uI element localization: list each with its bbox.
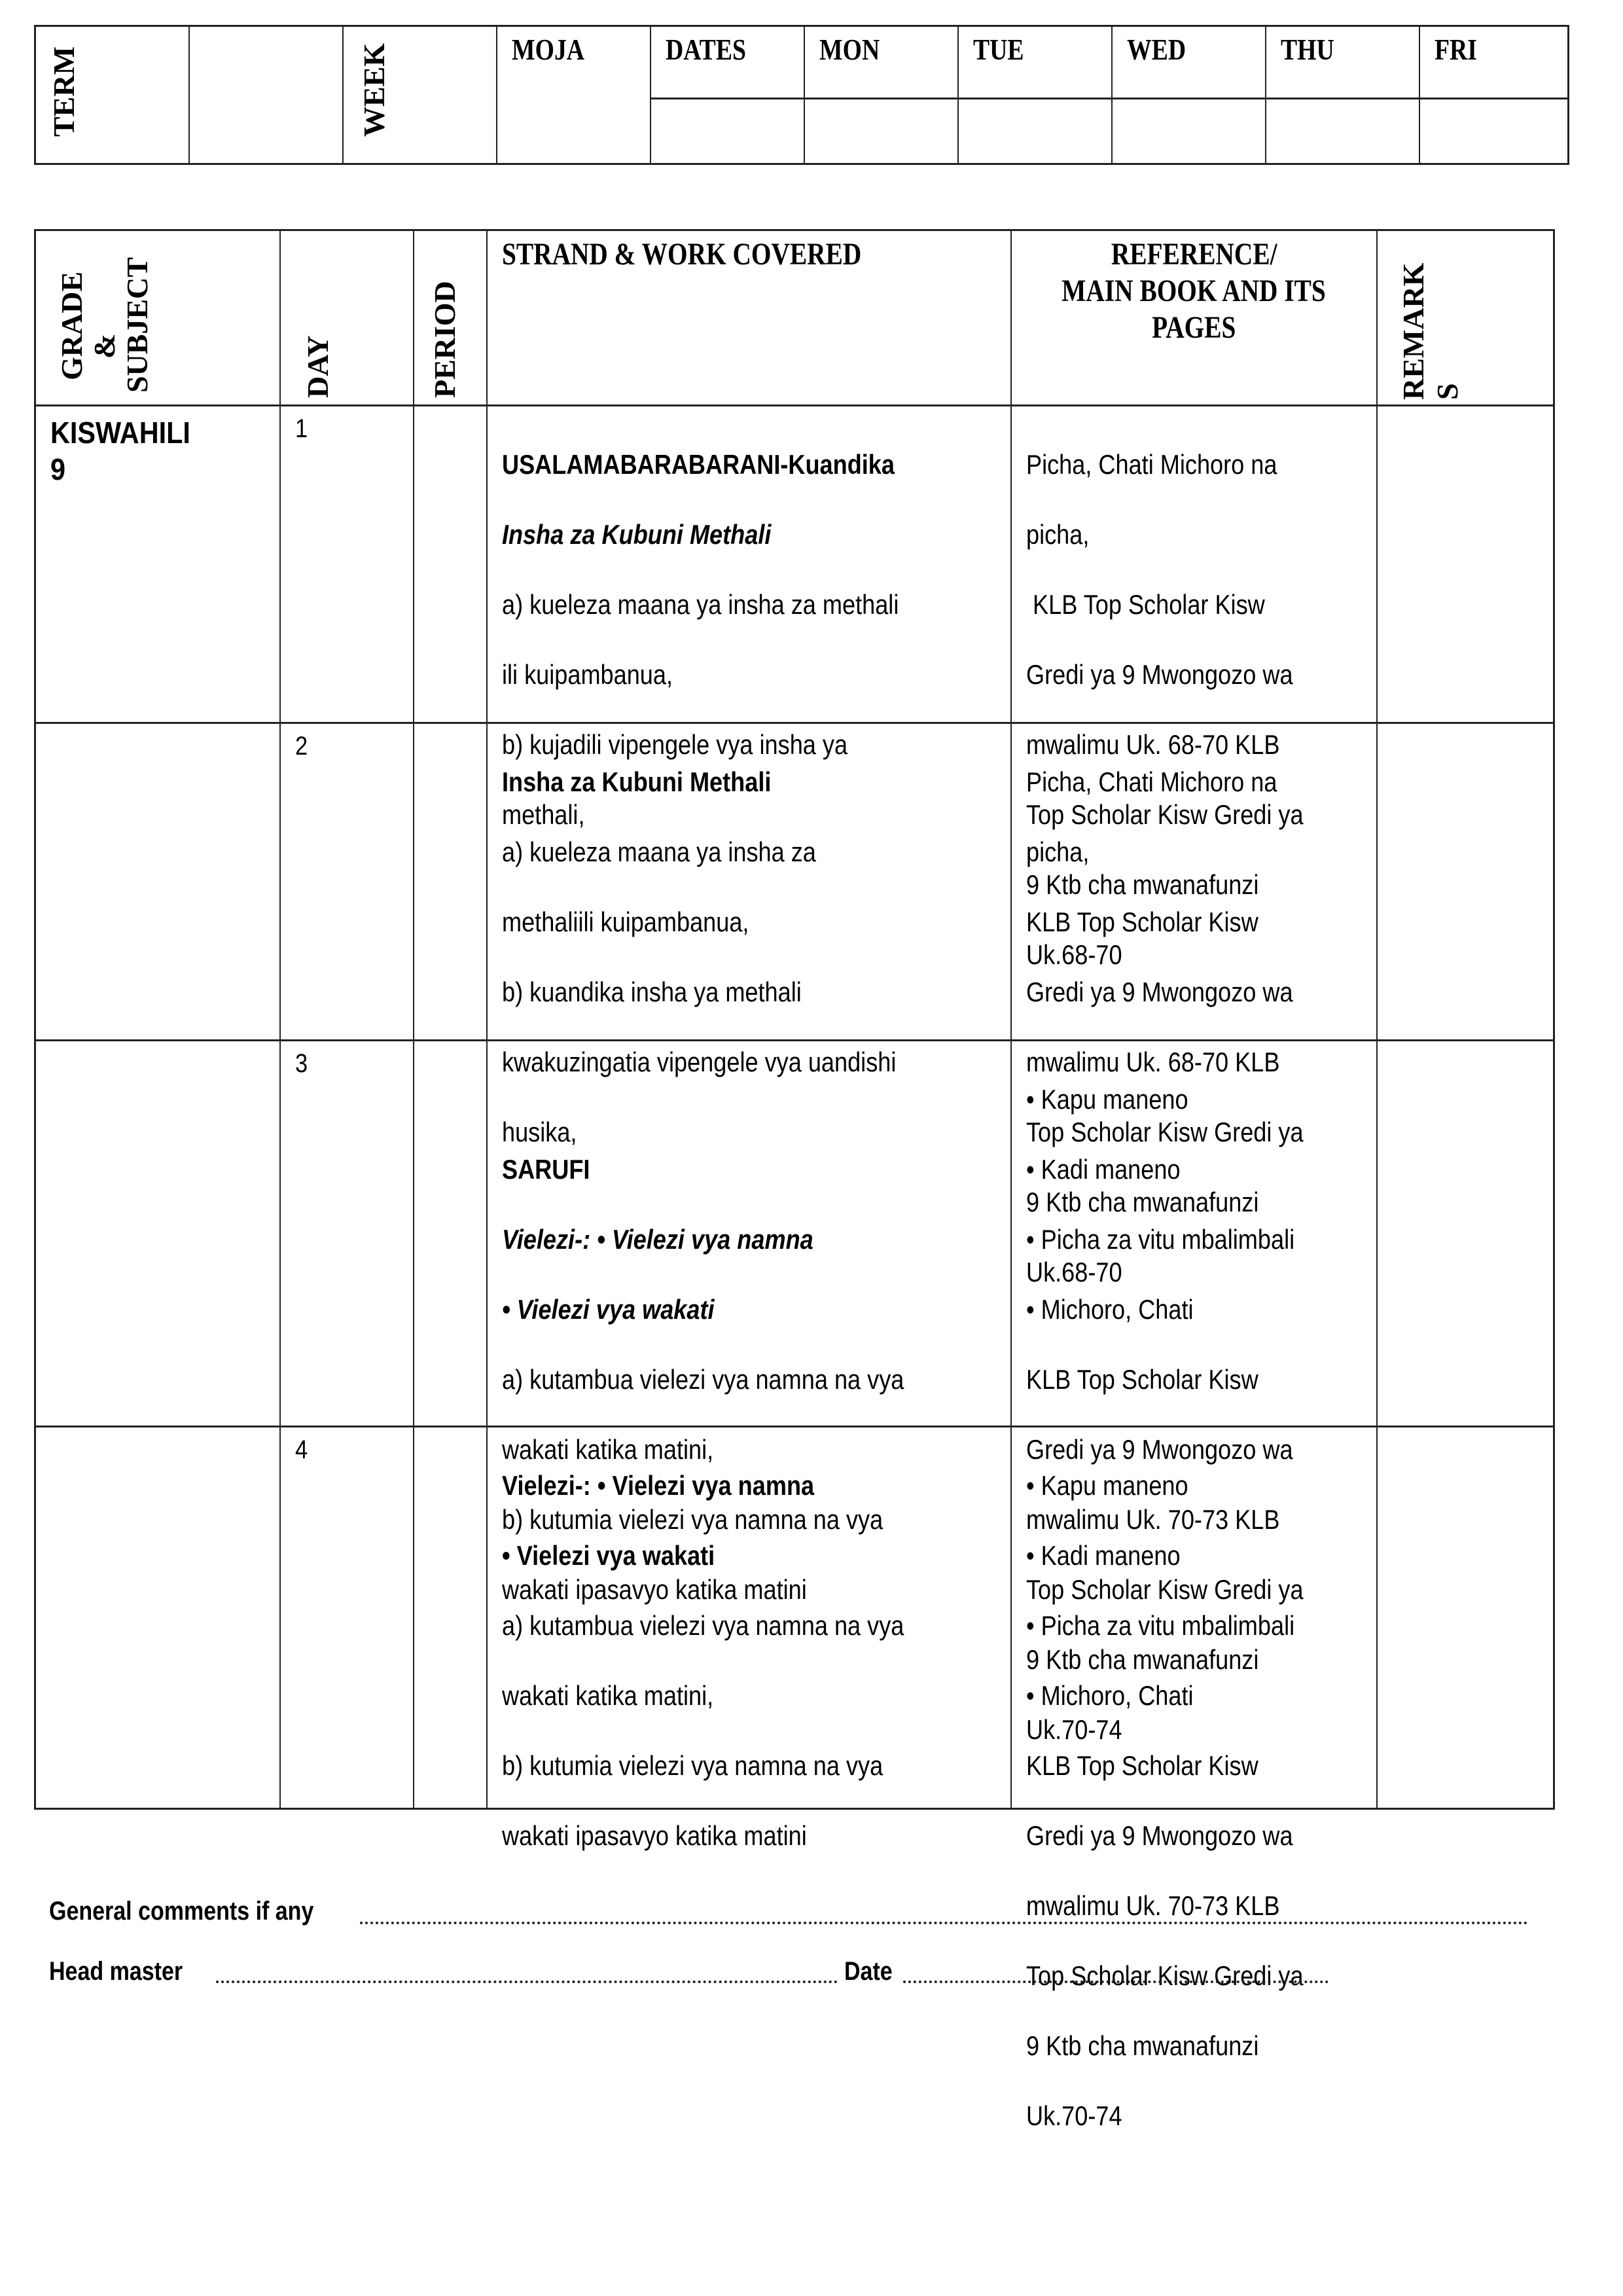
strand-line: wakati katika matini, xyxy=(502,1433,714,1465)
headmaster-row xyxy=(49,1957,206,1986)
strand-line: Insha za Kubuni Methali xyxy=(502,766,772,797)
header-reference-line3: PAGES xyxy=(1152,310,1236,345)
reference-line: KLB Top Scholar Kisw xyxy=(1026,906,1258,937)
reference-line: 9 Ktb cha mwanafunzi xyxy=(1026,869,1259,900)
strand-line: ili kuipambanua, xyxy=(502,658,673,690)
reference-line: KLB Top Scholar Kisw xyxy=(1026,1749,1258,1781)
strand-line: SARUFI xyxy=(502,1153,590,1185)
strand-line: a) kutambua vielezi vya namna na vya xyxy=(502,1609,904,1641)
reference-line: Top Scholar Kisw Gredi ya xyxy=(1026,1116,1304,1147)
reference-line: KLB Top Scholar Kisw xyxy=(1026,1363,1258,1395)
header-day-label: DAY xyxy=(301,335,334,398)
header-reference-line1: REFERENCE/ xyxy=(1111,237,1277,272)
day-column-fri xyxy=(1419,27,1567,163)
table-row xyxy=(36,404,1553,970)
day-column-thu xyxy=(1265,27,1419,163)
strand-line: a) kueleza maana ya insha za xyxy=(502,836,816,867)
term-label: TERM xyxy=(47,46,80,137)
strand-line: b) kutumia vielezi vya namna na vya xyxy=(502,1749,883,1781)
strand-line: b) kuandika insha ya methali xyxy=(502,976,802,1007)
day-column-tue xyxy=(957,27,1111,163)
date-cell-thu[interactable] xyxy=(1266,98,1419,163)
day-label-fri: FRI xyxy=(1435,33,1477,66)
day-label-wed: WED xyxy=(1127,33,1186,66)
reference-cell xyxy=(1010,1427,1376,2131)
subject-cell xyxy=(36,1041,279,1426)
reference-line: Uk.70-74 xyxy=(1026,2100,1122,2131)
reference-line: picha, xyxy=(1026,518,1090,550)
reference-line: mwalimu Uk. 70-73 KLB xyxy=(1026,1890,1280,1921)
week-label: WEEK xyxy=(357,43,391,137)
subject-cell xyxy=(36,724,279,1039)
day-cell xyxy=(279,1427,413,1808)
remarks-cell[interactable] xyxy=(1376,406,1553,722)
table-header-row xyxy=(36,231,1553,404)
period-cell[interactable] xyxy=(413,724,486,1039)
strand-line: Insha za Kubuni Methali xyxy=(502,518,772,550)
reference-line: • Kapu maneno xyxy=(1026,1469,1188,1501)
day-number: 4 xyxy=(295,1435,308,1464)
header-subject-label: SUBJECT xyxy=(120,257,154,393)
strand-line: kwakuzingatia vipengele vya uandishi xyxy=(502,1046,897,1077)
remarks-cell[interactable] xyxy=(1376,1427,1553,1808)
day-cell xyxy=(279,1041,413,1426)
strand-line: methali, xyxy=(502,798,585,830)
strand-line: USALAMABARABARANI-Kuandika xyxy=(502,448,895,480)
day-number: 2 xyxy=(295,732,308,761)
header-remarks-line1: REMARK xyxy=(1397,262,1430,400)
date-cell-wed[interactable] xyxy=(1113,98,1265,163)
strand-line: wakati katika matini, xyxy=(502,1679,714,1711)
strand-cell xyxy=(486,1041,1010,1605)
remarks-cell[interactable] xyxy=(1376,724,1553,1039)
header-reference-line2: MAIN BOOK AND ITS xyxy=(1061,274,1327,308)
reference-line: Gredi ya 9 Mwongozo wa xyxy=(1026,1433,1293,1465)
remarks-cell[interactable] xyxy=(1376,1041,1553,1426)
date-label: Date xyxy=(844,1957,893,1986)
reference-line: 9 Ktb cha mwanafunzi xyxy=(1026,2030,1259,2061)
reference-line: mwalimu Uk. 70-73 KLB xyxy=(1026,1503,1280,1535)
strand-line: Vielezi-: • Vielezi vya namna xyxy=(502,1223,813,1255)
reference-line: picha, xyxy=(1026,836,1090,867)
headmaster-signature-field[interactable] xyxy=(216,1981,838,1983)
general-comments-row xyxy=(49,1897,361,1926)
strand-cell xyxy=(486,1427,1010,1851)
strand-cell xyxy=(486,724,1010,1147)
header-remarks xyxy=(1376,231,1553,404)
day-cell xyxy=(279,406,413,722)
strand-line: a) kueleza maana ya insha za methali xyxy=(502,588,899,620)
subject-name: KISWAHILI xyxy=(50,416,190,450)
header-ampersand-label: & xyxy=(88,333,121,359)
dates-label: DATES xyxy=(666,33,746,66)
period-cell[interactable] xyxy=(413,1427,486,1808)
reference-line: Top Scholar Kisw Gredi ya xyxy=(1026,1573,1304,1605)
reference-line: mwalimu Uk. 68-70 KLB xyxy=(1026,728,1280,760)
strand-line: b) kutumia vielezi vya namna na vya xyxy=(502,1503,883,1535)
strand-line: b) kujadili vipengele vya insha ya xyxy=(502,728,848,760)
subject-cell xyxy=(36,406,279,722)
reference-line: 9 Ktb cha mwanafunzi xyxy=(1026,1186,1259,1217)
strand-line: methaliili kuipambanua, xyxy=(502,906,749,937)
reference-line: • Michoro, Chati xyxy=(1026,1679,1194,1711)
header-day xyxy=(279,231,413,404)
subject-grade: 9 xyxy=(50,452,66,486)
period-cell[interactable] xyxy=(413,1041,486,1426)
day-cell xyxy=(279,724,413,1039)
week-value: MOJA xyxy=(512,33,585,66)
reference-line: • Michoro, Chati xyxy=(1026,1293,1194,1325)
day-label-thu: THU xyxy=(1281,33,1334,66)
date-row xyxy=(844,1957,901,1986)
strand-line: a) kutambua vielezi vya namna na vya xyxy=(502,1363,904,1395)
date-cell-tue[interactable] xyxy=(959,98,1111,163)
reference-cell xyxy=(1010,1041,1376,1745)
date-cell-fri[interactable] xyxy=(1420,98,1567,163)
term-header-cell xyxy=(36,27,188,163)
reference-line: • Kadi maneno xyxy=(1026,1153,1181,1185)
dates-column xyxy=(650,27,804,163)
reference-line: Top Scholar Kisw Gredi ya xyxy=(1026,1960,1304,1991)
reference-line: • Kapu maneno xyxy=(1026,1083,1188,1115)
strand-line: • Vielezi vya wakati xyxy=(502,1539,715,1571)
reference-line: 9 Ktb cha mwanafunzi xyxy=(1026,1643,1259,1675)
strand-line: wakati ipasavyo katika matini xyxy=(502,1573,807,1605)
reference-line: mwalimu Uk. 68-70 KLB xyxy=(1026,1046,1280,1077)
strand-line: husika, xyxy=(502,1116,577,1147)
header-period-label: PERIOD xyxy=(428,281,461,398)
strand-line: • Vielezi vya wakati xyxy=(502,1293,715,1325)
reference-cell xyxy=(1010,406,1376,970)
header-period xyxy=(413,231,486,404)
header-grade-label: GRADE xyxy=(55,271,88,380)
header-remarks-line2: S xyxy=(1431,383,1464,400)
term-value-cell[interactable] xyxy=(188,27,342,163)
reference-line: Gredi ya 9 Mwongozo wa xyxy=(1026,976,1293,1007)
header-strand-label: STRAND & WORK COVERED xyxy=(502,237,862,272)
header-grade-subject xyxy=(36,231,279,404)
subject-cell xyxy=(36,1427,279,1808)
day-column-wed xyxy=(1111,27,1265,163)
reference-line: Picha, Chati Michoro na xyxy=(1026,448,1277,480)
term-week-table xyxy=(34,25,1569,165)
strand-line xyxy=(502,1082,934,1117)
day-label-mon: MON xyxy=(819,33,880,66)
strand-line: Vielezi-: • Vielezi vya namna xyxy=(502,1469,815,1501)
general-comments-label: General comments if any xyxy=(49,1897,314,1926)
general-comments-field[interactable] xyxy=(360,1922,1528,1924)
day-column-mon xyxy=(804,27,957,163)
day-number: 3 xyxy=(295,1049,308,1078)
reference-line: KLB Top Scholar Kisw xyxy=(1026,588,1265,620)
reference-line: Picha, Chati Michoro na xyxy=(1026,766,1277,797)
header-reference xyxy=(1010,231,1376,404)
reference-line: Uk.68-70 xyxy=(1026,939,1122,970)
table-row xyxy=(36,1039,1553,1745)
strand-cell xyxy=(486,406,1010,830)
date-field[interactable] xyxy=(903,1981,1329,1983)
strand-line: wakati ipasavyo katika matini xyxy=(502,1820,807,1851)
week-value-cell[interactable] xyxy=(496,27,650,163)
reference-line: Top Scholar Kisw Gredi ya xyxy=(1026,798,1304,830)
dates-value-cell[interactable] xyxy=(651,98,804,163)
reference-line: • Picha za vitu mbalimbali xyxy=(1026,1609,1295,1641)
header-strand xyxy=(486,231,1010,404)
headmaster-label: Head master xyxy=(49,1957,183,1986)
day-number: 1 xyxy=(295,414,308,443)
reference-line: Gredi ya 9 Mwongozo wa xyxy=(1026,658,1293,690)
week-header-cell xyxy=(342,27,496,163)
reference-line: • Picha za vitu mbalimbali xyxy=(1026,1223,1295,1255)
reference-line: Gredi ya 9 Mwongozo wa xyxy=(1026,1820,1293,1851)
reference-line: Uk.70-74 xyxy=(1026,1713,1122,1745)
day-label-tue: TUE xyxy=(973,33,1024,66)
date-cell-mon[interactable] xyxy=(805,98,957,163)
reference-line: Uk.68-70 xyxy=(1026,1256,1122,1287)
reference-line: • Kadi maneno xyxy=(1026,1539,1181,1571)
period-cell[interactable] xyxy=(413,406,486,722)
